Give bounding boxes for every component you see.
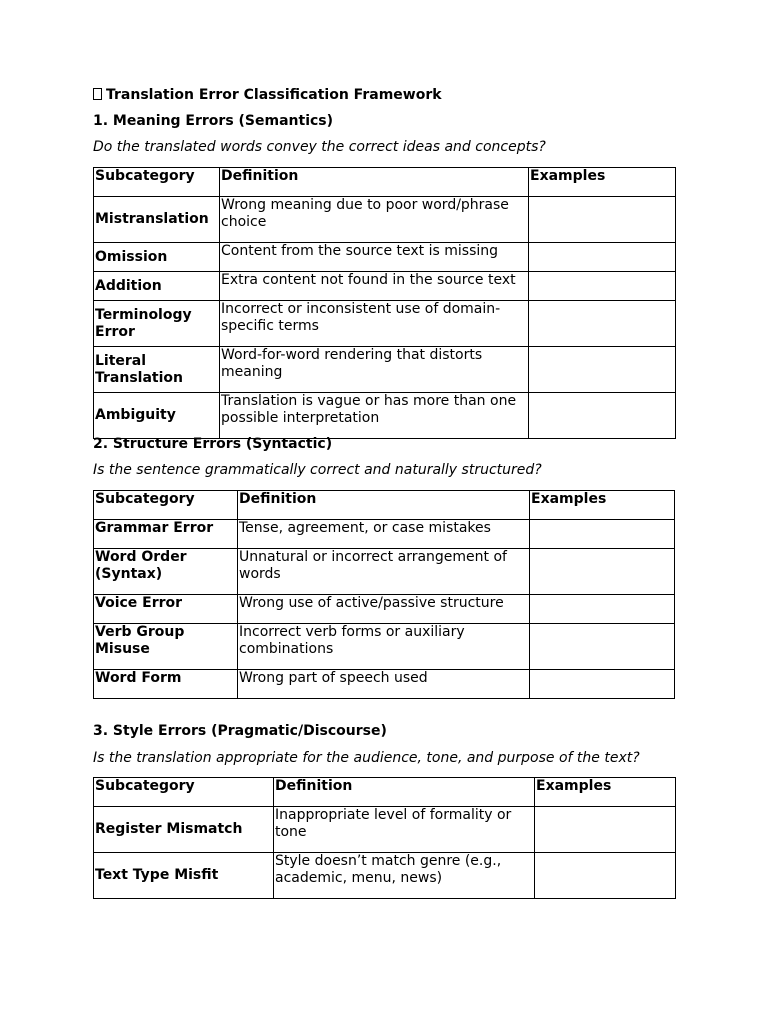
document-title-text: Translation Error Classification Framework	[106, 87, 442, 103]
row-definition: Style doesn’t match genre (e.g., academic, menu, news)	[274, 853, 535, 899]
row-definition: Incorrect or inconsistent use of domain-specific terms	[220, 301, 529, 347]
row-examples	[529, 197, 676, 243]
table-header-row	[94, 168, 676, 197]
table-row	[94, 853, 676, 899]
row-definition: Wrong meaning due to poor word/phrase choice	[220, 197, 529, 243]
section-3-question: Is the translation appropriate for the audience, tone, and purpose of the text?	[93, 750, 640, 766]
row-examples	[529, 272, 676, 301]
header-definition: Definition	[238, 491, 530, 520]
row-subcategory: Word Form	[94, 670, 238, 699]
header-subcategory: Subcategory	[94, 778, 274, 807]
row-definition: Extra content not found in the source text	[220, 272, 529, 301]
row-examples	[530, 549, 675, 595]
row-subcategory: Addition	[94, 272, 220, 301]
row-subcategory: Terminology Error	[94, 301, 220, 347]
row-definition: Incorrect verb forms or auxiliary combinations	[238, 624, 530, 670]
row-definition: Content from the source text is missing	[220, 243, 529, 272]
row-definition: Inappropriate level of formality or tone	[274, 807, 535, 853]
row-definition: Word-for-word rendering that distorts meaning	[220, 347, 529, 393]
row-examples	[529, 347, 676, 393]
row-definition: Unnatural or incorrect arrangement of words	[238, 549, 530, 595]
box-glyph-icon	[93, 88, 102, 100]
row-subcategory: Text Type Misfit	[94, 853, 274, 899]
header-examples: Examples	[530, 491, 675, 520]
row-subcategory: Word Order (Syntax)	[94, 549, 238, 595]
table-row	[94, 243, 676, 272]
row-subcategory: Mistranslation	[94, 197, 220, 243]
document-title	[93, 87, 442, 104]
table-header-row	[94, 491, 675, 520]
header-subcategory: Subcategory	[94, 491, 238, 520]
section-2-question: Is the sentence grammatically correct and naturally structured?	[93, 462, 542, 478]
table-row	[94, 272, 676, 301]
section-1-heading: 1. Meaning Errors (Semantics)	[93, 113, 334, 129]
row-examples	[529, 393, 676, 439]
row-examples	[535, 807, 676, 853]
row-definition: Wrong part of speech used	[238, 670, 530, 699]
meaning-errors-table	[93, 167, 676, 439]
section-2-heading: 2. Structure Errors (Syntactic)	[93, 436, 333, 452]
row-examples	[530, 520, 675, 549]
header-definition: Definition	[274, 778, 535, 807]
table-row	[94, 807, 676, 853]
row-subcategory: Ambiguity	[94, 393, 220, 439]
table-row	[94, 301, 676, 347]
table-row	[94, 197, 676, 243]
header-subcategory: Subcategory	[94, 168, 220, 197]
table-row	[94, 393, 676, 439]
table-row	[94, 624, 675, 670]
table-row	[94, 670, 675, 699]
table-row	[94, 549, 675, 595]
header-examples: Examples	[535, 778, 676, 807]
header-examples: Examples	[529, 168, 676, 197]
row-definition: Tense, agreement, or case mistakes	[238, 520, 530, 549]
row-subcategory: Omission	[94, 243, 220, 272]
table-row	[94, 347, 676, 393]
table-row	[94, 595, 675, 624]
row-subcategory: Grammar Error	[94, 520, 238, 549]
structure-errors-table	[93, 490, 675, 699]
row-subcategory: Voice Error	[94, 595, 238, 624]
row-examples	[535, 853, 676, 899]
style-errors-table	[93, 777, 676, 899]
section-3-heading: 3. Style Errors (Pragmatic/Discourse)	[93, 723, 387, 739]
row-subcategory: Literal Translation	[94, 347, 220, 393]
row-examples	[530, 624, 675, 670]
section-1-question: Do the translated words convey the correct ideas and concepts?	[93, 139, 546, 155]
row-examples	[529, 243, 676, 272]
row-examples	[530, 670, 675, 699]
row-examples	[529, 301, 676, 347]
row-examples	[530, 595, 675, 624]
header-definition: Definition	[220, 168, 529, 197]
table-header-row	[94, 778, 676, 807]
row-subcategory: Register Mismatch	[94, 807, 274, 853]
row-definition: Translation is vague or has more than one possible interpretation	[220, 393, 529, 439]
row-subcategory: Verb Group Misuse	[94, 624, 238, 670]
table-row	[94, 520, 675, 549]
row-definition: Wrong use of active/passive structure	[238, 595, 530, 624]
